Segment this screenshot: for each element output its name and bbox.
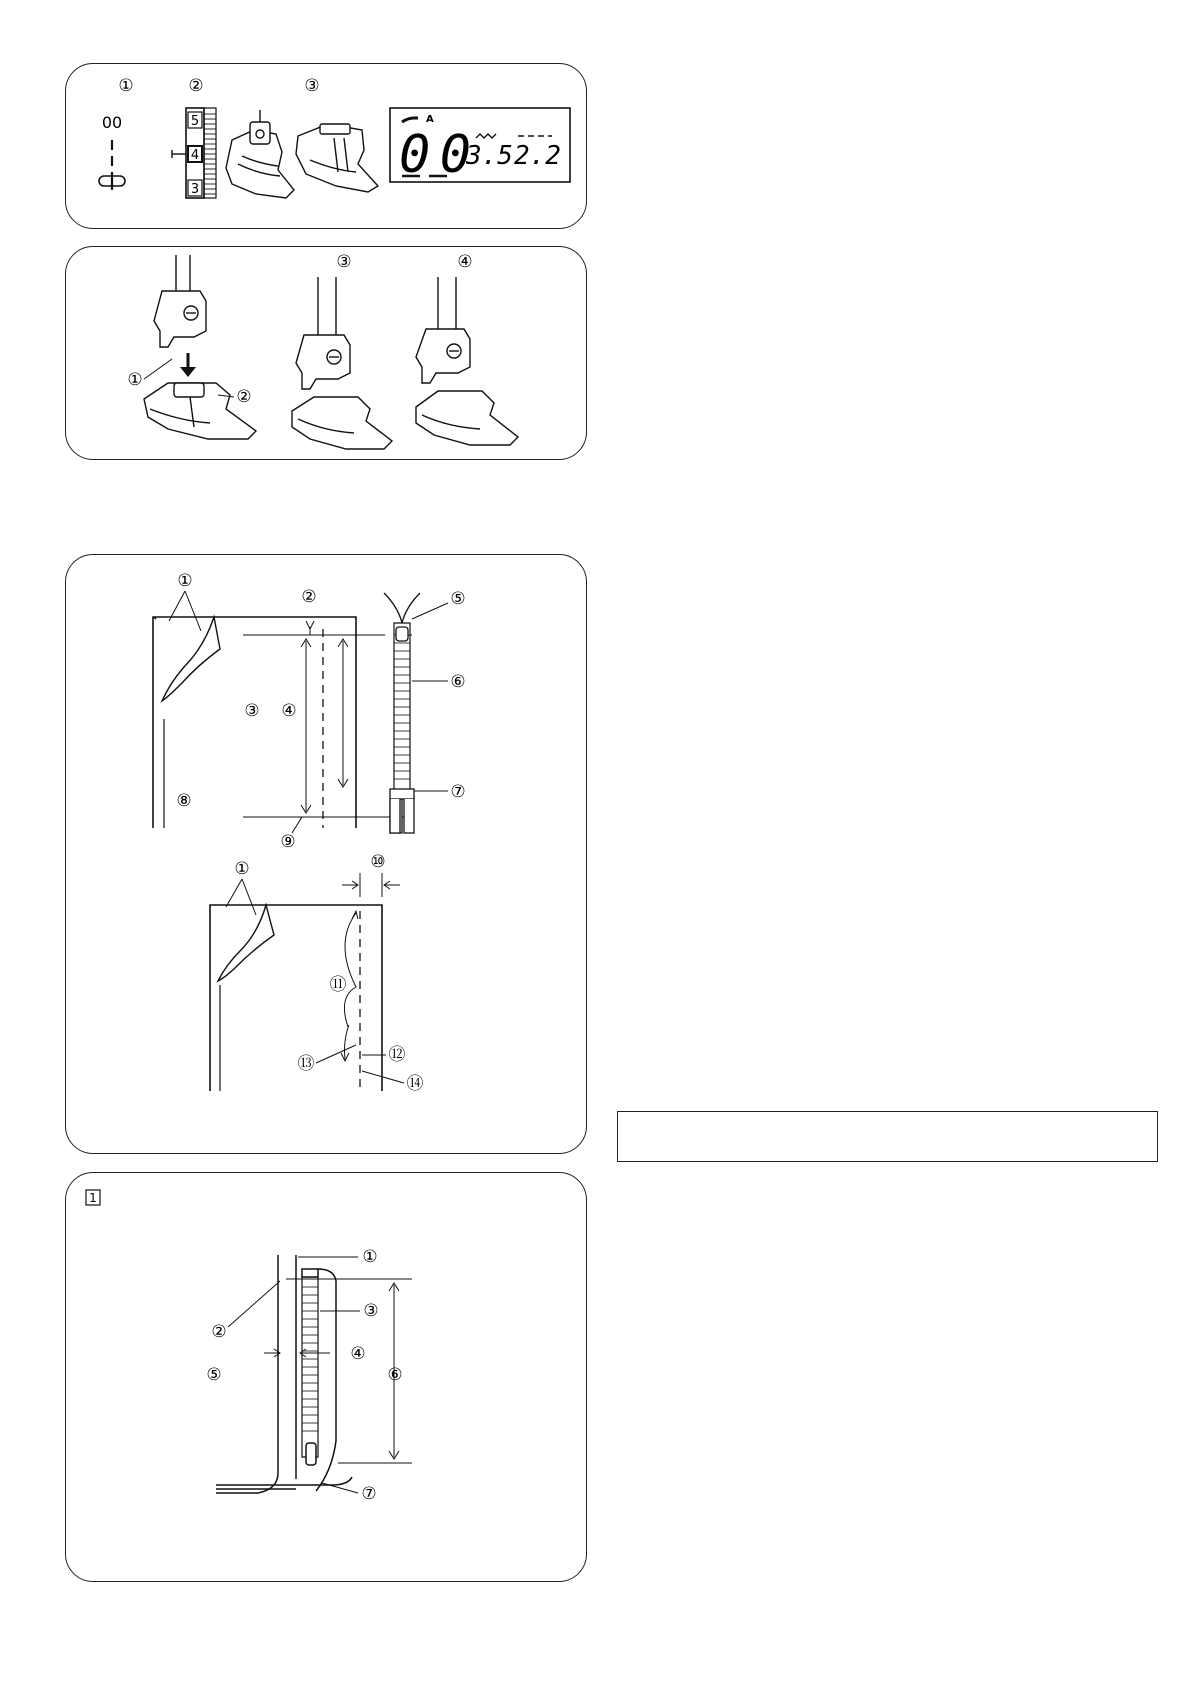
- stitch-settings-illustration: [66, 64, 588, 230]
- callout-13: ⑬: [297, 1054, 315, 1074]
- zipper-foot-right-icon: [292, 277, 392, 449]
- callout-7: ⑦: [361, 1484, 377, 1504]
- callout-7: ⑦: [450, 782, 466, 802]
- lcd-display: [390, 108, 570, 185]
- callout-1: ①: [127, 370, 143, 390]
- callout-3: ③: [244, 701, 260, 721]
- foot-holder-icon: [154, 255, 206, 347]
- prepare-fabric-illustration: [66, 555, 588, 1155]
- callout-2: ②: [236, 387, 252, 407]
- callout-12: ⑫: [388, 1045, 406, 1065]
- attach-foot-illustration: [66, 247, 588, 461]
- blind-hem-foot-icon: [296, 124, 378, 192]
- callout-9: ⑨: [280, 832, 296, 852]
- callout-2: ②: [211, 1322, 227, 1342]
- down-arrow-icon: [180, 353, 196, 377]
- callout-3: ③: [363, 1301, 379, 1321]
- callout-2: ②: [188, 76, 204, 96]
- lcd-mode-letter: A: [426, 114, 434, 125]
- lcd-pattern-number: 00: [399, 125, 471, 185]
- callout-4: ④: [281, 701, 297, 721]
- callout-4: ④: [457, 252, 473, 272]
- panel-stitch-settings: [65, 63, 587, 229]
- panel-sew-zipper: [65, 1172, 587, 1582]
- dial-mark-5: 5: [190, 114, 200, 129]
- note-box: [617, 1111, 1158, 1162]
- callout-2: ②: [301, 587, 317, 607]
- lcd-stitch-width: 3.5: [466, 141, 513, 171]
- callout-1-lower: ①: [234, 859, 250, 879]
- callout-5: ⑤: [450, 589, 466, 609]
- svg-text:1: 1: [89, 1191, 97, 1205]
- zipper-drawing: [384, 593, 420, 833]
- callout-3: ③: [336, 252, 352, 272]
- zipper-sewing-drawing: [216, 1255, 412, 1493]
- fabric-upper-drawing: [153, 617, 412, 828]
- callout-4: ④: [350, 1344, 366, 1364]
- step-number-badge: [86, 1190, 100, 1205]
- callout-14: ⑭: [406, 1074, 424, 1094]
- callout-10: ⑩: [370, 852, 386, 872]
- callout-6: ⑥: [387, 1365, 403, 1385]
- callout-8: ⑧: [176, 791, 192, 811]
- callout-6: ⑥: [450, 672, 466, 692]
- panel-attach-foot: [65, 246, 587, 460]
- callout-5: ⑤: [206, 1365, 222, 1385]
- straight-stitch-icon: [99, 140, 125, 190]
- dial-mark-3: 3: [190, 182, 200, 197]
- lcd-stitch-length: 2.2: [514, 141, 561, 171]
- callout-11: ⑪: [329, 975, 347, 995]
- panel-prepare-fabric: [65, 554, 587, 1154]
- sew-zipper-illustration: [66, 1173, 588, 1583]
- callout-1: ①: [118, 76, 134, 96]
- zigzag-foot-icon: [226, 110, 294, 198]
- callout-1: ①: [362, 1247, 378, 1267]
- callout-1: ①: [177, 571, 193, 591]
- zipper-foot-left-icon: [416, 277, 518, 445]
- pattern-number: 00: [101, 113, 123, 132]
- callout-3: ③: [304, 76, 320, 96]
- dial-mark-4: 4: [190, 148, 200, 163]
